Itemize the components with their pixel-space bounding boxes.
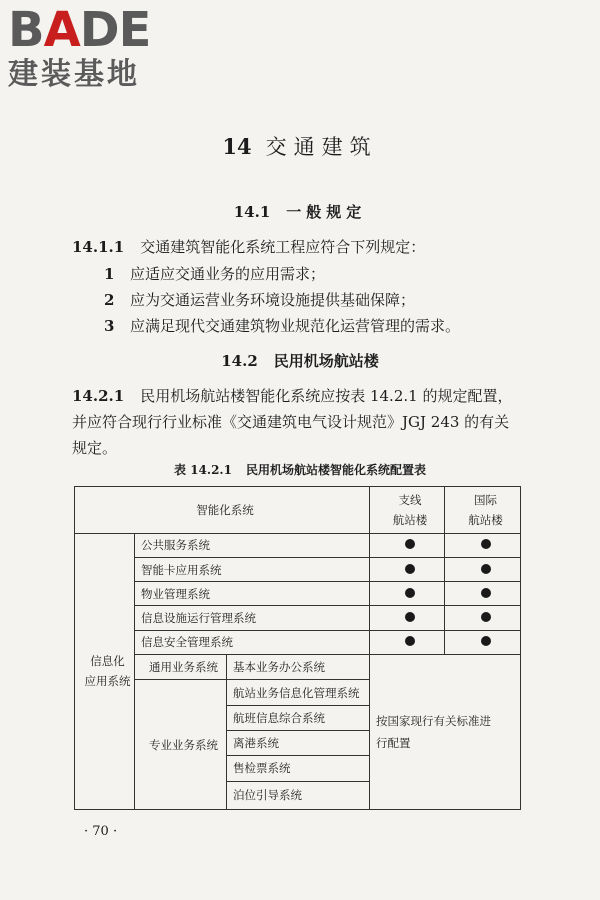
- mark-cell: [370, 533, 445, 557]
- mark-cell: [445, 582, 521, 606]
- filled-dot-icon: [481, 539, 491, 549]
- special-group-item: 售检票系统: [227, 756, 370, 781]
- table-row: [75, 582, 521, 606]
- row-name: 物业管理系统: [135, 582, 370, 606]
- filled-dot-icon: [405, 588, 415, 598]
- clause-item-3: 3 应满足现代交通建筑物业规范化运营管理的需求。: [104, 317, 461, 335]
- filled-dot-icon: [405, 612, 415, 622]
- clause-item-2: 2 应为交通运营业务环境设施提供基础保障；: [104, 291, 416, 309]
- table-caption: 表 14.2.1 民用机场航站楼智能化系统配置表: [174, 463, 426, 477]
- row-name: 信息安全管理系统: [135, 630, 370, 654]
- table-row: [75, 533, 521, 557]
- special-group-item: 离港系统: [227, 730, 370, 755]
- clause-item-1: 1 应适应交通业务的应用需求；: [104, 265, 326, 283]
- clause-number: 14.2.1: [72, 387, 125, 405]
- clause-14-2-1: 14.2.1 民用机场航站楼智能化系统应按表 14.2.1 的规定配置，: [72, 387, 513, 405]
- filled-dot-icon: [405, 539, 415, 549]
- table-row: [75, 655, 521, 680]
- mark-cell: [370, 557, 445, 581]
- mark-cell: [445, 557, 521, 581]
- logo-wordmark: BADE: [8, 2, 151, 58]
- section-heading-14-2: 14.2 民用机场航站楼: [221, 352, 379, 370]
- mark-cell: [370, 630, 445, 654]
- clause-14-2-1-line2: 并应符合现行行业标准《交通建筑电气设计规范》JGJ 243 的有关: [72, 413, 510, 431]
- filled-dot-icon: [405, 564, 415, 574]
- clause-number: 14.1.1: [72, 238, 125, 256]
- category-cell: 信息化 应用系统: [75, 533, 135, 809]
- general-group-name: 通用业务系统: [135, 655, 227, 680]
- mark-cell: [370, 606, 445, 630]
- special-group-item: 航站业务信息化管理系统: [227, 680, 370, 705]
- header-international-terminal: 国际 航站楼: [445, 487, 521, 534]
- table-row: [75, 557, 521, 581]
- special-group-item: 泊位引导系统: [227, 781, 370, 809]
- filled-dot-icon: [405, 636, 415, 646]
- bade-logo: [8, 2, 178, 92]
- config-table-wrapper: [74, 486, 520, 810]
- mark-cell: [445, 533, 521, 557]
- special-group-item: 航班信息综合系统: [227, 705, 370, 730]
- clause-text: 交通建筑智能化系统工程应符合下列规定：: [140, 238, 426, 256]
- configuration-note: 按国家现行有关标准进 行配置: [370, 655, 521, 810]
- special-group-name: 专业业务系统: [135, 680, 227, 810]
- filled-dot-icon: [481, 588, 491, 598]
- filled-dot-icon: [481, 564, 491, 574]
- chapter-name: 交通建筑: [265, 135, 378, 159]
- table-header-row: [75, 487, 521, 534]
- row-name: 信息设施运行管理系统: [135, 606, 370, 630]
- clause-14-2-1-line3: 规定。: [72, 439, 118, 457]
- section-heading-14-1: 14.1 一般规定: [233, 203, 367, 221]
- row-name: 公共服务系统: [135, 533, 370, 557]
- clause-14-1-1: [72, 236, 425, 257]
- filled-dot-icon: [481, 612, 491, 622]
- mark-cell: [370, 582, 445, 606]
- chapter-number: 14: [222, 134, 252, 159]
- row-name: 智能卡应用系统: [135, 557, 370, 581]
- page-number: · 70 ·: [84, 824, 118, 839]
- table-row: [75, 606, 521, 630]
- header-domestic-terminal: 支线 航站楼: [370, 487, 445, 534]
- filled-dot-icon: [481, 636, 491, 646]
- mark-cell: [445, 630, 521, 654]
- general-group-item: 基本业务办公系统: [227, 655, 370, 680]
- mark-cell: [445, 606, 521, 630]
- config-table: [74, 486, 521, 810]
- header-system: 智能化系统: [75, 487, 370, 534]
- table-row: [75, 630, 521, 654]
- chapter-title: [0, 131, 600, 161]
- logo-subtitle: 建装基地: [8, 57, 140, 92]
